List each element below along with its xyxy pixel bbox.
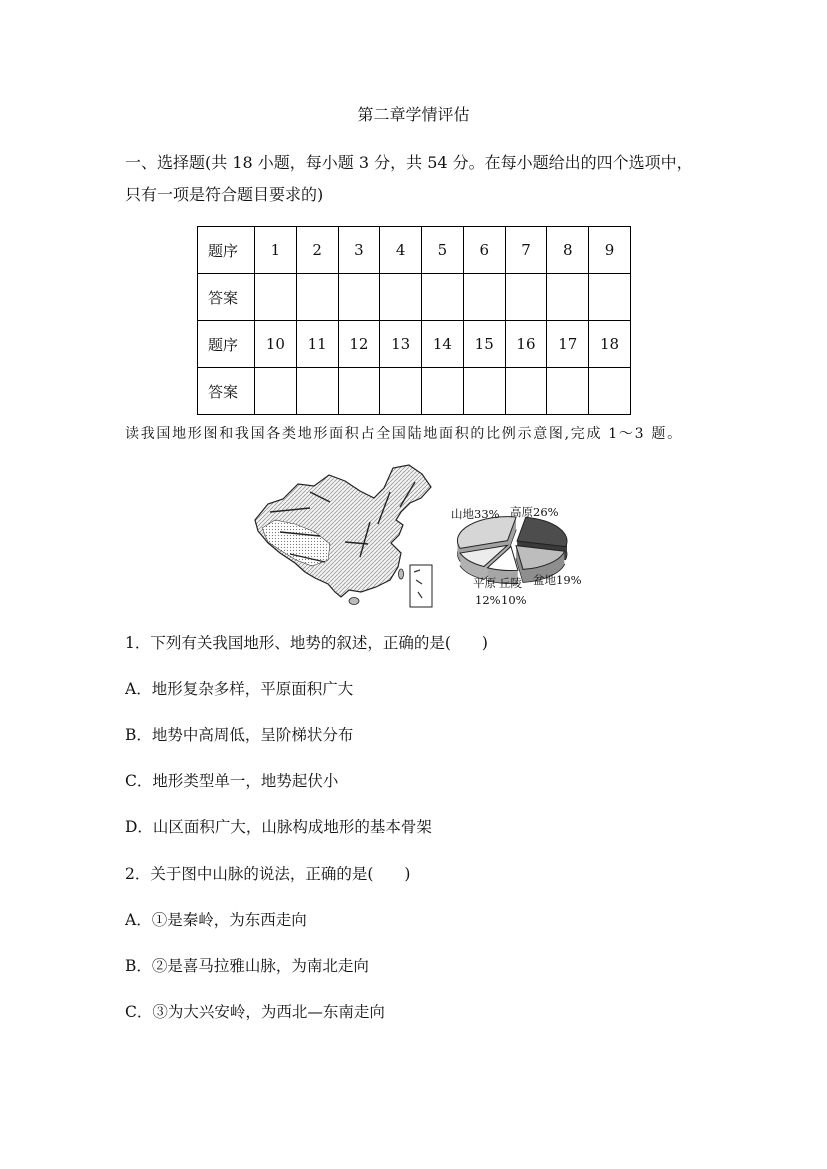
question-number: 5 [422,227,464,274]
row-header: 答案 [198,274,255,321]
row-header: 题序 [198,227,255,274]
question-1-option-a[interactable]: A．地形复杂多样，平原面积广大 [125,680,354,698]
question-2-option-a[interactable]: A．①是秦岭，为东西走向 [125,911,307,929]
answer-cell[interactable] [296,274,338,321]
answer-cell[interactable] [380,368,422,415]
question-number: 12 [338,321,380,368]
answer-cell[interactable] [255,368,297,415]
answer-cell[interactable] [463,274,505,321]
question-number: 7 [505,227,547,274]
section-heading-line-2: 只有一项是符合题目要求的) [125,185,324,204]
answer-table [197,226,631,415]
question-1-option-c[interactable]: C．地形类型单一，地势起伏小 [125,772,339,790]
question-number: 14 [422,321,464,368]
question-number: 10 [255,321,297,368]
question-number: 2 [296,227,338,274]
question-1-stem: 1．下列有关我国地形、地势的叙述，正确的是( ) [125,634,488,652]
hainan-island [349,598,359,605]
answer-cell[interactable] [338,274,380,321]
pie-label-hills-name: 丘陵 [499,576,522,590]
pie-label-hills-percent: 10% [501,593,527,607]
answer-cell[interactable] [380,274,422,321]
answer-cell[interactable] [422,368,464,415]
question-number: 8 [547,227,589,274]
answer-cell[interactable] [505,274,547,321]
question-2-stem: 2．关于图中山脉的说法，正确的是( ) [125,865,411,883]
answer-cell[interactable] [338,368,380,415]
question-number: 9 [589,227,631,274]
table-row [198,227,631,274]
answer-cell[interactable] [547,274,589,321]
table-row [198,321,631,368]
figure-instruction: 读我国地形图和我国各类地形面积占全国陆地面积的比例示意图,完成 1～3 题。 [125,426,683,442]
pie-slice-plateau [517,517,567,546]
pie-label-basin: 盆地19% [533,573,582,587]
answer-cell[interactable] [589,368,631,415]
answer-cell[interactable] [422,274,464,321]
answer-cell[interactable] [505,368,547,415]
question-number: 15 [463,321,505,368]
section-heading-line-1: 一、选择题(共 18 小题，每小题 3 分，共 54 分。在每小题给出的四个选项中， [125,153,693,172]
pie-label-plain-percent: 12% [475,593,501,607]
taiwan-island [399,569,404,579]
question-2-option-b[interactable]: B．②是喜马拉雅山脉，为南北走向 [125,957,369,975]
question-number: 1 [255,227,297,274]
row-header: 题序 [198,321,255,368]
answer-cell[interactable] [463,368,505,415]
answer-cell[interactable] [547,368,589,415]
question-number: 13 [380,321,422,368]
answer-cell[interactable] [589,274,631,321]
pie-label-plain-name: 平原 [473,576,496,590]
question-2-option-c[interactable]: C．③为大兴安岭，为西北—东南走向 [125,1003,385,1021]
row-header: 答案 [198,368,255,415]
question-number: 18 [589,321,631,368]
question-number: 16 [505,321,547,368]
question-number: 11 [296,321,338,368]
question-1-option-d[interactable]: D．山区面积广大，山脉构成地形的基本骨架 [125,818,432,836]
question-number: 4 [380,227,422,274]
pie-label-plateau: 高原26% [510,505,559,519]
question-number: 3 [338,227,380,274]
question-number: 6 [463,227,505,274]
china-terrain-map [250,462,440,610]
south-china-sea-inset [410,565,432,607]
question-1-option-b[interactable]: B．地势中高周低，呈阶梯状分布 [125,726,354,744]
page-title: 第二章学情评估 [357,105,470,124]
answer-cell[interactable] [296,368,338,415]
table-row [198,274,631,321]
pie-label-mountain: 山地33% [451,507,500,521]
question-number: 17 [547,321,589,368]
answer-cell[interactable] [255,274,297,321]
table-row [198,368,631,415]
